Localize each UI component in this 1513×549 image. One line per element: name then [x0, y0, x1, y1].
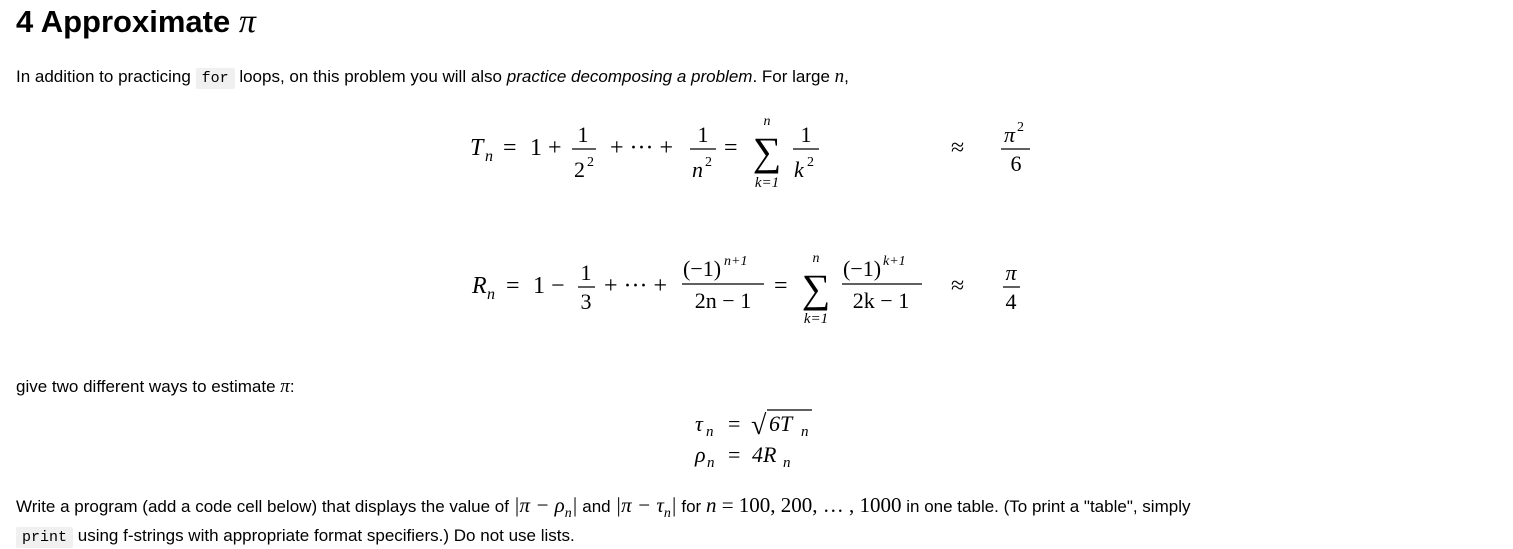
T-dots: + ··· +	[610, 135, 674, 161]
intro-var-n: n	[834, 66, 845, 87]
range-values: 100, 200, … , 1000	[738, 493, 902, 517]
R-frac3-num-exp: k+1	[883, 254, 906, 269]
T-frac3-num: 1	[800, 122, 812, 147]
rho-symbol: ρ	[695, 442, 706, 467]
range-eq: =	[716, 493, 739, 517]
task-paragraph-line2	[16, 525, 575, 549]
rho-estimate	[694, 442, 791, 471]
abs2-main: |π − τ	[615, 493, 664, 517]
tau-symbol: τ	[695, 411, 703, 436]
task-and: and	[582, 497, 611, 516]
T-plus: +	[548, 135, 562, 161]
T-frac3-exp: 2	[807, 155, 814, 170]
T-frac2-num: 1	[697, 122, 709, 147]
tau-body: 6T	[769, 411, 793, 436]
tau-estimate	[695, 410, 812, 441]
T-sum-top: n	[763, 114, 771, 129]
R-frac3-num: (−1)	[843, 256, 882, 281]
tau-body-sub: n	[801, 424, 809, 440]
task-for: for	[681, 497, 702, 516]
inline-code-for: for	[196, 68, 235, 89]
R-lhs: R	[472, 273, 487, 299]
T-lhs-sub: n	[485, 148, 493, 165]
heading-text: 4 Approximate	[16, 4, 231, 39]
T-sum-symbol: ∑	[752, 129, 782, 174]
inline-code-print: print	[16, 527, 73, 548]
T-frac1-exp: 2	[587, 155, 594, 170]
rho-body: 4R	[752, 442, 777, 467]
R-one: 1	[533, 273, 545, 299]
intro-text-3: . For large	[752, 67, 830, 86]
rho-body-sub: n	[783, 455, 791, 471]
R-eq: =	[506, 273, 520, 299]
tau-sub: n	[706, 424, 714, 440]
R-frac2-den: 2n − 1	[694, 288, 752, 313]
rho-eq: =	[728, 442, 741, 467]
task-text-3: using f-strings with appropriate format specifiers.) Do not use lists.	[77, 526, 575, 545]
R-eq2: =	[774, 273, 788, 299]
heading-pi-symbol: π	[238, 3, 256, 40]
T-eq2: =	[724, 135, 738, 161]
R-frac1-num: 1	[580, 260, 592, 285]
abs1-sub: n	[564, 506, 572, 522]
abs-pi-minus-rho	[513, 493, 578, 522]
range-var: n	[705, 493, 717, 517]
abs2-end: |	[670, 493, 677, 517]
give-pi: π	[280, 376, 290, 397]
equation-block	[0, 100, 1513, 330]
section-heading	[16, 2, 256, 42]
T-result-den: 6	[1010, 151, 1022, 176]
T-result-exp: 2	[1017, 120, 1024, 135]
T-frac1-den: 2	[574, 157, 585, 182]
give-colon: :	[289, 377, 295, 396]
R-sum-bottom: k=1	[803, 311, 829, 327]
R-dots: + ··· +	[604, 273, 668, 299]
intro-paragraph	[16, 66, 849, 90]
R-frac2-num-exp: n+1	[724, 254, 748, 269]
tau-eq: =	[728, 411, 741, 436]
tau-radical: √	[751, 410, 767, 441]
give-paragraph	[16, 376, 295, 398]
intro-emphasis: practice decomposing a problem	[506, 67, 753, 86]
equation-R	[471, 251, 1020, 327]
R-result-num: π	[1005, 260, 1017, 285]
R-frac2-num: (−1)	[683, 256, 722, 281]
R-result-den: 4	[1005, 289, 1017, 314]
intro-text-4: ,	[844, 67, 849, 86]
R-minus: −	[551, 273, 565, 299]
rho-sub: n	[707, 455, 715, 471]
T-eq: =	[503, 135, 517, 161]
T-approx: ≈	[951, 135, 965, 161]
T-frac2-exp: 2	[705, 155, 712, 170]
T-frac2-den: n	[692, 157, 703, 182]
task-paragraph-line1	[16, 494, 1190, 525]
abs1-end: |	[571, 493, 578, 517]
abs-pi-minus-tau	[615, 493, 677, 522]
task-text-1: Write a program (add a code cell below) that displays the value of	[16, 497, 509, 516]
estimates-block	[660, 400, 860, 475]
T-sum-bottom: k=1	[754, 175, 780, 191]
give-text: give two different ways to estimate	[16, 377, 276, 396]
R-sum-top: n	[812, 251, 820, 266]
abs2-sub: n	[663, 506, 671, 522]
R-sum-symbol: ∑	[801, 266, 831, 311]
T-result-num: π	[1004, 122, 1016, 147]
T-one: 1	[530, 135, 542, 161]
R-approx: ≈	[951, 273, 965, 299]
R-frac3-den: 2k − 1	[852, 288, 910, 313]
abs1-main: |π − ρ	[513, 493, 565, 517]
T-frac3-den: k	[794, 157, 804, 182]
intro-text-2: loops, on this problem you will also	[239, 67, 503, 86]
intro-text-1: In addition to practicing	[16, 67, 191, 86]
task-text-2: in one table. (To print a "table", simply	[906, 497, 1191, 516]
T-lhs: T	[470, 135, 484, 161]
R-frac1-den: 3	[580, 289, 592, 314]
T-frac1-num: 1	[577, 122, 589, 147]
R-lhs-sub: n	[487, 286, 495, 303]
equation-T	[470, 114, 1030, 191]
